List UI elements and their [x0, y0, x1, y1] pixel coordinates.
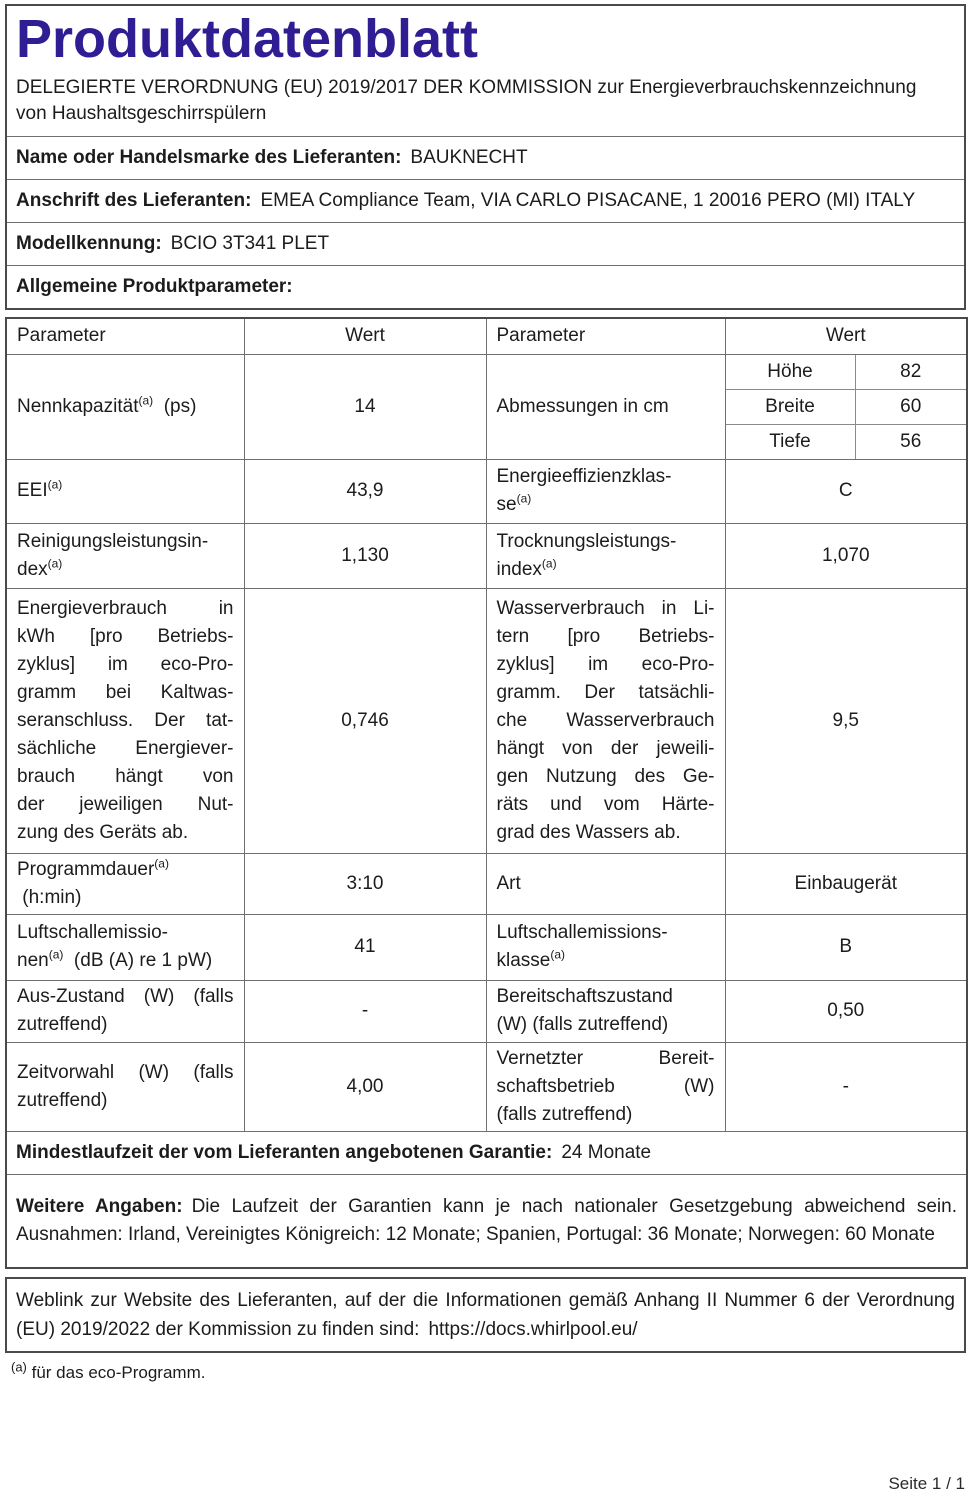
header-info-box	[5, 4, 966, 310]
dim-row	[726, 389, 967, 424]
additional-info-cell	[6, 1174, 967, 1268]
additional-info-value: Die Laufzeit der Garantien kann je nach nationaler Gesetzgebung abweichend sein. Ausnahmen: Irland, Vereinigtes Königreich: 12 Monate; Spanien, Portugal: 36 Monate; Norwegen: 60 Monate	[16, 1195, 957, 1245]
param-label: Art	[486, 853, 725, 914]
guarantee-row	[6, 1131, 967, 1174]
additional-info-row	[6, 1174, 967, 1268]
additional-info-label: Weitere Angaben:	[16, 1195, 183, 1217]
param-label: Luftschallemissions- klasse$^{(a)}$	[486, 914, 725, 980]
dim-value: 82	[900, 360, 922, 382]
supplier-name-label: Name oder Handelsmarke des Lieferanten:	[16, 147, 402, 168]
supplier-address-value: EMEA Compliance Team, VIA CARLO PISACANE, 1 20016 PERO (MI) ITALY	[260, 190, 916, 211]
model-id-label: Modellkennung:	[16, 233, 162, 254]
param-value: 1,130	[244, 523, 486, 588]
param-value: -	[725, 1042, 967, 1131]
param-value: 4,00	[244, 1042, 486, 1131]
parameters-table	[5, 317, 968, 1269]
param-value: 0,50	[725, 980, 967, 1042]
table-header-row	[6, 318, 967, 354]
row-luftschallemissionen	[6, 914, 967, 980]
guarantee-label: Mindestlaufzeit der vom Lieferanten angebotenen Garantie:	[16, 1141, 553, 1163]
product-datasheet-page	[0, 4, 971, 1504]
footnote-marker: (a)	[11, 1359, 27, 1375]
row-programmdauer	[6, 853, 967, 914]
row-aus-zustand	[6, 980, 967, 1042]
row-energieverbrauch	[6, 588, 967, 853]
page-title: Produktdatenblatt	[16, 9, 479, 69]
dim-value: 60	[900, 395, 922, 417]
dim-name: Höhe	[726, 355, 856, 389]
header-wert-right: Wert	[725, 318, 967, 354]
general-parameters-row	[7, 266, 964, 308]
footnote	[11, 1359, 971, 1383]
weblink-text: Weblink zur Website des Lieferanten, auf der die Informationen gemäß Anhang II Nummer 6 der Verordnung (EU) 2019/2022 der Kommission zu finden sind:	[16, 1290, 955, 1340]
weblink-url[interactable]: https://docs.whirlpool.eu/	[428, 1319, 638, 1340]
param-label: Vernetzter Bereit- schaftsbetrieb (W) (falls zutreffend)	[486, 1042, 725, 1131]
param-label: Luftschallemissio- nen$^{(a)}$ (dB (A) re 1 pW)	[6, 914, 244, 980]
param-label: Abmessungen in cm	[486, 354, 725, 459]
param-value: 43,9	[244, 459, 486, 523]
param-label: Programmdauer$^{(a)}$ (h:min)	[6, 853, 244, 914]
guarantee-cell	[6, 1131, 967, 1174]
param-label: Bereitschaftszustand (W) (falls zutreffend)	[486, 980, 725, 1042]
param-value: C	[725, 459, 967, 523]
param-value: 1,070	[725, 523, 967, 588]
param-value: B	[725, 914, 967, 980]
param-value: 14	[244, 354, 486, 459]
header-parameter-right: Parameter	[486, 318, 725, 354]
row-nennkapazitaet	[6, 354, 967, 459]
supplier-name-value: BAUKNECHT	[410, 147, 528, 168]
dim-name: Tiefe	[726, 425, 856, 459]
param-label: Nennkapazität$^{(a)}$ (ps)	[6, 354, 244, 459]
param-value: Einbaugerät	[725, 853, 967, 914]
row-eei	[6, 459, 967, 523]
param-value: 9,5	[725, 588, 967, 853]
row-reinigungsleistung	[6, 523, 967, 588]
param-value: 3:10	[244, 853, 486, 914]
weblink-box	[5, 1277, 966, 1353]
dim-row	[726, 424, 967, 459]
model-id-row	[7, 223, 964, 266]
title-block	[7, 6, 964, 137]
dim-row	[726, 355, 967, 389]
param-label: Aus-Zustand (W) (falls zutreffend)	[6, 980, 244, 1042]
param-label: EEI$^{(a)}$	[6, 459, 244, 523]
param-value: 0,746	[244, 588, 486, 853]
regulation-subtitle: DELEGIERTE VERORDNUNG (EU) 2019/2017 DER KOMMISSION zur Energieverbrauchskennzeichnung von Haushaltsgeschirrspülern	[16, 77, 917, 124]
general-parameters-label: Allgemeine Produktparameter:	[16, 276, 293, 297]
page-number: Seite 1 / 1	[888, 1474, 965, 1493]
row-zeitvorwahl	[6, 1042, 967, 1131]
param-label: Wasserverbrauch in Li- tern [pro Betriebs- zyklus] im eco-Pro- gramm. Der tatsächli- che Wasserverbrauch hängt von der jeweili- gen Nutzung des Ge- räts und vom Härte- grad des Wassers ab.	[486, 588, 725, 853]
guarantee-value: 24 Monate	[561, 1141, 652, 1163]
param-label: Energieeffizienzklas- $se^{(a)}$	[486, 459, 725, 523]
param-value: -	[244, 980, 486, 1042]
dim-name: Breite	[726, 390, 856, 424]
param-label: Reinigungsleistungsin- dex$^{(a)}$	[6, 523, 244, 588]
model-id-value: BCIO 3T341 PLET	[170, 233, 330, 254]
dim-value: 56	[900, 430, 922, 452]
supplier-address-row	[7, 180, 964, 223]
param-label: Zeitvorwahl (W) (falls zutreffend)	[6, 1042, 244, 1131]
dimensions-subtable	[725, 354, 967, 459]
supplier-name-row	[7, 137, 964, 180]
header-parameter-left: Parameter	[6, 318, 244, 354]
header-wert-left: Wert	[244, 318, 486, 354]
param-label: Energieverbrauch in kWh [pro Betriebs- zyklus] im eco-Pro- gramm bei Kaltwas- seranschluss. Der tat- sächliche Energiever- brauch hängt von der jeweiligen Nut- zung des Geräts ab.	[6, 588, 244, 853]
footnote-text: für das eco-Programm.	[31, 1363, 206, 1382]
param-label: Trocknungsleistungs- index$^{(a)}$	[486, 523, 725, 588]
param-value: 41	[244, 914, 486, 980]
supplier-address-label: Anschrift des Lieferanten:	[16, 190, 252, 211]
